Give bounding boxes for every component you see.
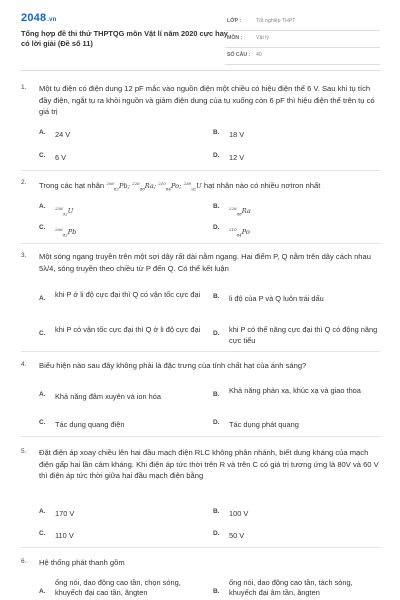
nucleus-po: $^{210}_{84}$Po; [158, 181, 182, 192]
question-divider [21, 243, 380, 244]
nucleus-u: $^{238}_{92}$U [183, 181, 202, 192]
page-title: Tổng hợp đề thi thử THPTQG môn Vật lí năm 2020 cực hay có lời giải (Đề số 11) [21, 29, 228, 48]
question-text: Một tụ điện có điện dung 12 pF mắc vào nguồn điện một chiều có hiệu điện thế 6 V. Sau khi tụ tích đầy điện, ngắt tụ ra khỏi nguồn và giảm điện dung của tụ xuống còn 6 pF thì hiệu điện thế trên tụ có giá trị [39, 84, 375, 117]
info-row-count: SỐ CÂU : 40 [225, 48, 380, 65]
question-number: 5. [21, 448, 27, 455]
nucleus-ra: $^{226}_{88}$Ra; [132, 181, 157, 192]
question-text: Hệ thống phát thanh gồm [39, 558, 125, 567]
question-divider [21, 351, 380, 352]
question-divider [21, 436, 380, 437]
question-divider [21, 170, 380, 171]
exam-info-table [225, 14, 380, 65]
question-number: 4. [21, 361, 27, 368]
question-number: 6. [21, 558, 27, 565]
document-page: 2048.vn Tổng hợp đề thi thử THPTQG môn Vật lí năm 2020 cực hay có lời giải (Đề số 11) LỚP : Tốt nghiệp THPT MÔN : Vật lý SỐ CÂU : 40 1. Một tụ điện có điện dung 12 pF mắc vào nguồn điện một chiều có hiệu điện thế 6 V. Sau khi tụ tích đầy điện, ngắt tụ ra khỏi nguồn và giảm điện dung của tụ xuống còn 6 pF thì hiệu điện thế trên tụ có giá trị A. 24 V B. 18 V C. 6 V D. 12 V 2. Trong các hạt nhân $^{206}_{82}$Pb; $^{226}_{88}$Ra; $^{210}_{84}$Po; $^{238}_{92}$U hạt nhân nào có nhiều nơtron nhất A. $^{238}_{92}$U B. $^{226}_{88}$Ra C. $^{206}_{82}$Pb D. $^{210}_{84}$Po 3. Một sóng ngang truyền trên một sợi dây rất dài nằm ngang. Hai điểm P, Q nằm trên dây cách nhau 5λ/4, sóng truyền theo chiều từ P đến Q. Có thể kết luận A. khi P ở li độ cực đại thì Q có vận tốc cực đại B. li độ của P và Q luôn trái dấu C. khi P có vận tốc cực đại thì Q ở li độ cực đại D. khi P có thế năng cực đại thì Q có động năng cực tiểu 4. Biểu hiện nào sau đây không phải là đặc trưng của tính chất hạt của ánh sáng? A. Khả năng đâm xuyên và ion hóa B. Khả năng phản xạ, khúc xạ và giao thoa C. Tác dụng quang điện D. Tác dụng phát quang 5. Đặt điện áp xoay chiều lên hai đầu mạch điện RLC không phân nhánh, biết dung kháng của mạch điện gấp hai lần cảm kháng. Khi điện áp tức thời trên R và trên C có giá trị tương ứng là 80V và 60 V thì điện áp tức thời giữa hai đầu mạch điện bằng A. 170 V B. 100 V C. 110 V D. 50 V 6. Hệ thống phát thanh gồm A. ống nói, dao động cao tần, chọn sóng, khuyếch đại cao tần, ăngten B. ống nói, dao động cao tần, tách sóng, khuyếch đại âm tần, ăngten [0, 0, 400, 600]
question-number: 2. [21, 179, 27, 186]
question-text: Trong các hạt nhân $^{206}_{82}$Pb; $^{226}_{88}$Ra; $^{210}_{84}$Po; $^{238}_{92}$U hạt nhân nào có nhiều nơtron nhất [39, 181, 321, 192]
question-number: 3. [21, 252, 27, 259]
question-text: Đặt điện áp xoay chiều lên hai đầu mạch điện RLC không phân nhánh, biết dung kháng của mạch điện gấp hai lần cảm kháng. Khi điện áp tức thời trên R và trên C có giá trị tương ứng là 80V và 60 V thì điện áp tức thời giữa hai đầu mạch điện bằng [39, 448, 379, 481]
document-header [0, 0, 400, 66]
nucleus-pb: $^{206}_{82}$Pb; [106, 181, 130, 192]
question-number: 1. [21, 84, 27, 91]
question-text: Một sóng ngang truyền trên một sợi dây rất dài nằm ngang. Hai điểm P, Q nằm trên dây cách nhau 5λ/4, sóng truyền theo chiều từ P đến Q. Có thể kết luận [39, 252, 371, 273]
site-logo[interactable]: 2048.vn [21, 12, 57, 24]
info-row-subject: MÔN : Vật lý [225, 31, 380, 48]
info-row-class: LỚP : Tốt nghiệp THPT [225, 14, 380, 31]
question-text: Biểu hiện nào sau đây không phải là đặc trưng của tính chất hạt của ánh sáng? [39, 361, 307, 370]
question-divider [21, 547, 380, 548]
header-divider [21, 70, 380, 71]
